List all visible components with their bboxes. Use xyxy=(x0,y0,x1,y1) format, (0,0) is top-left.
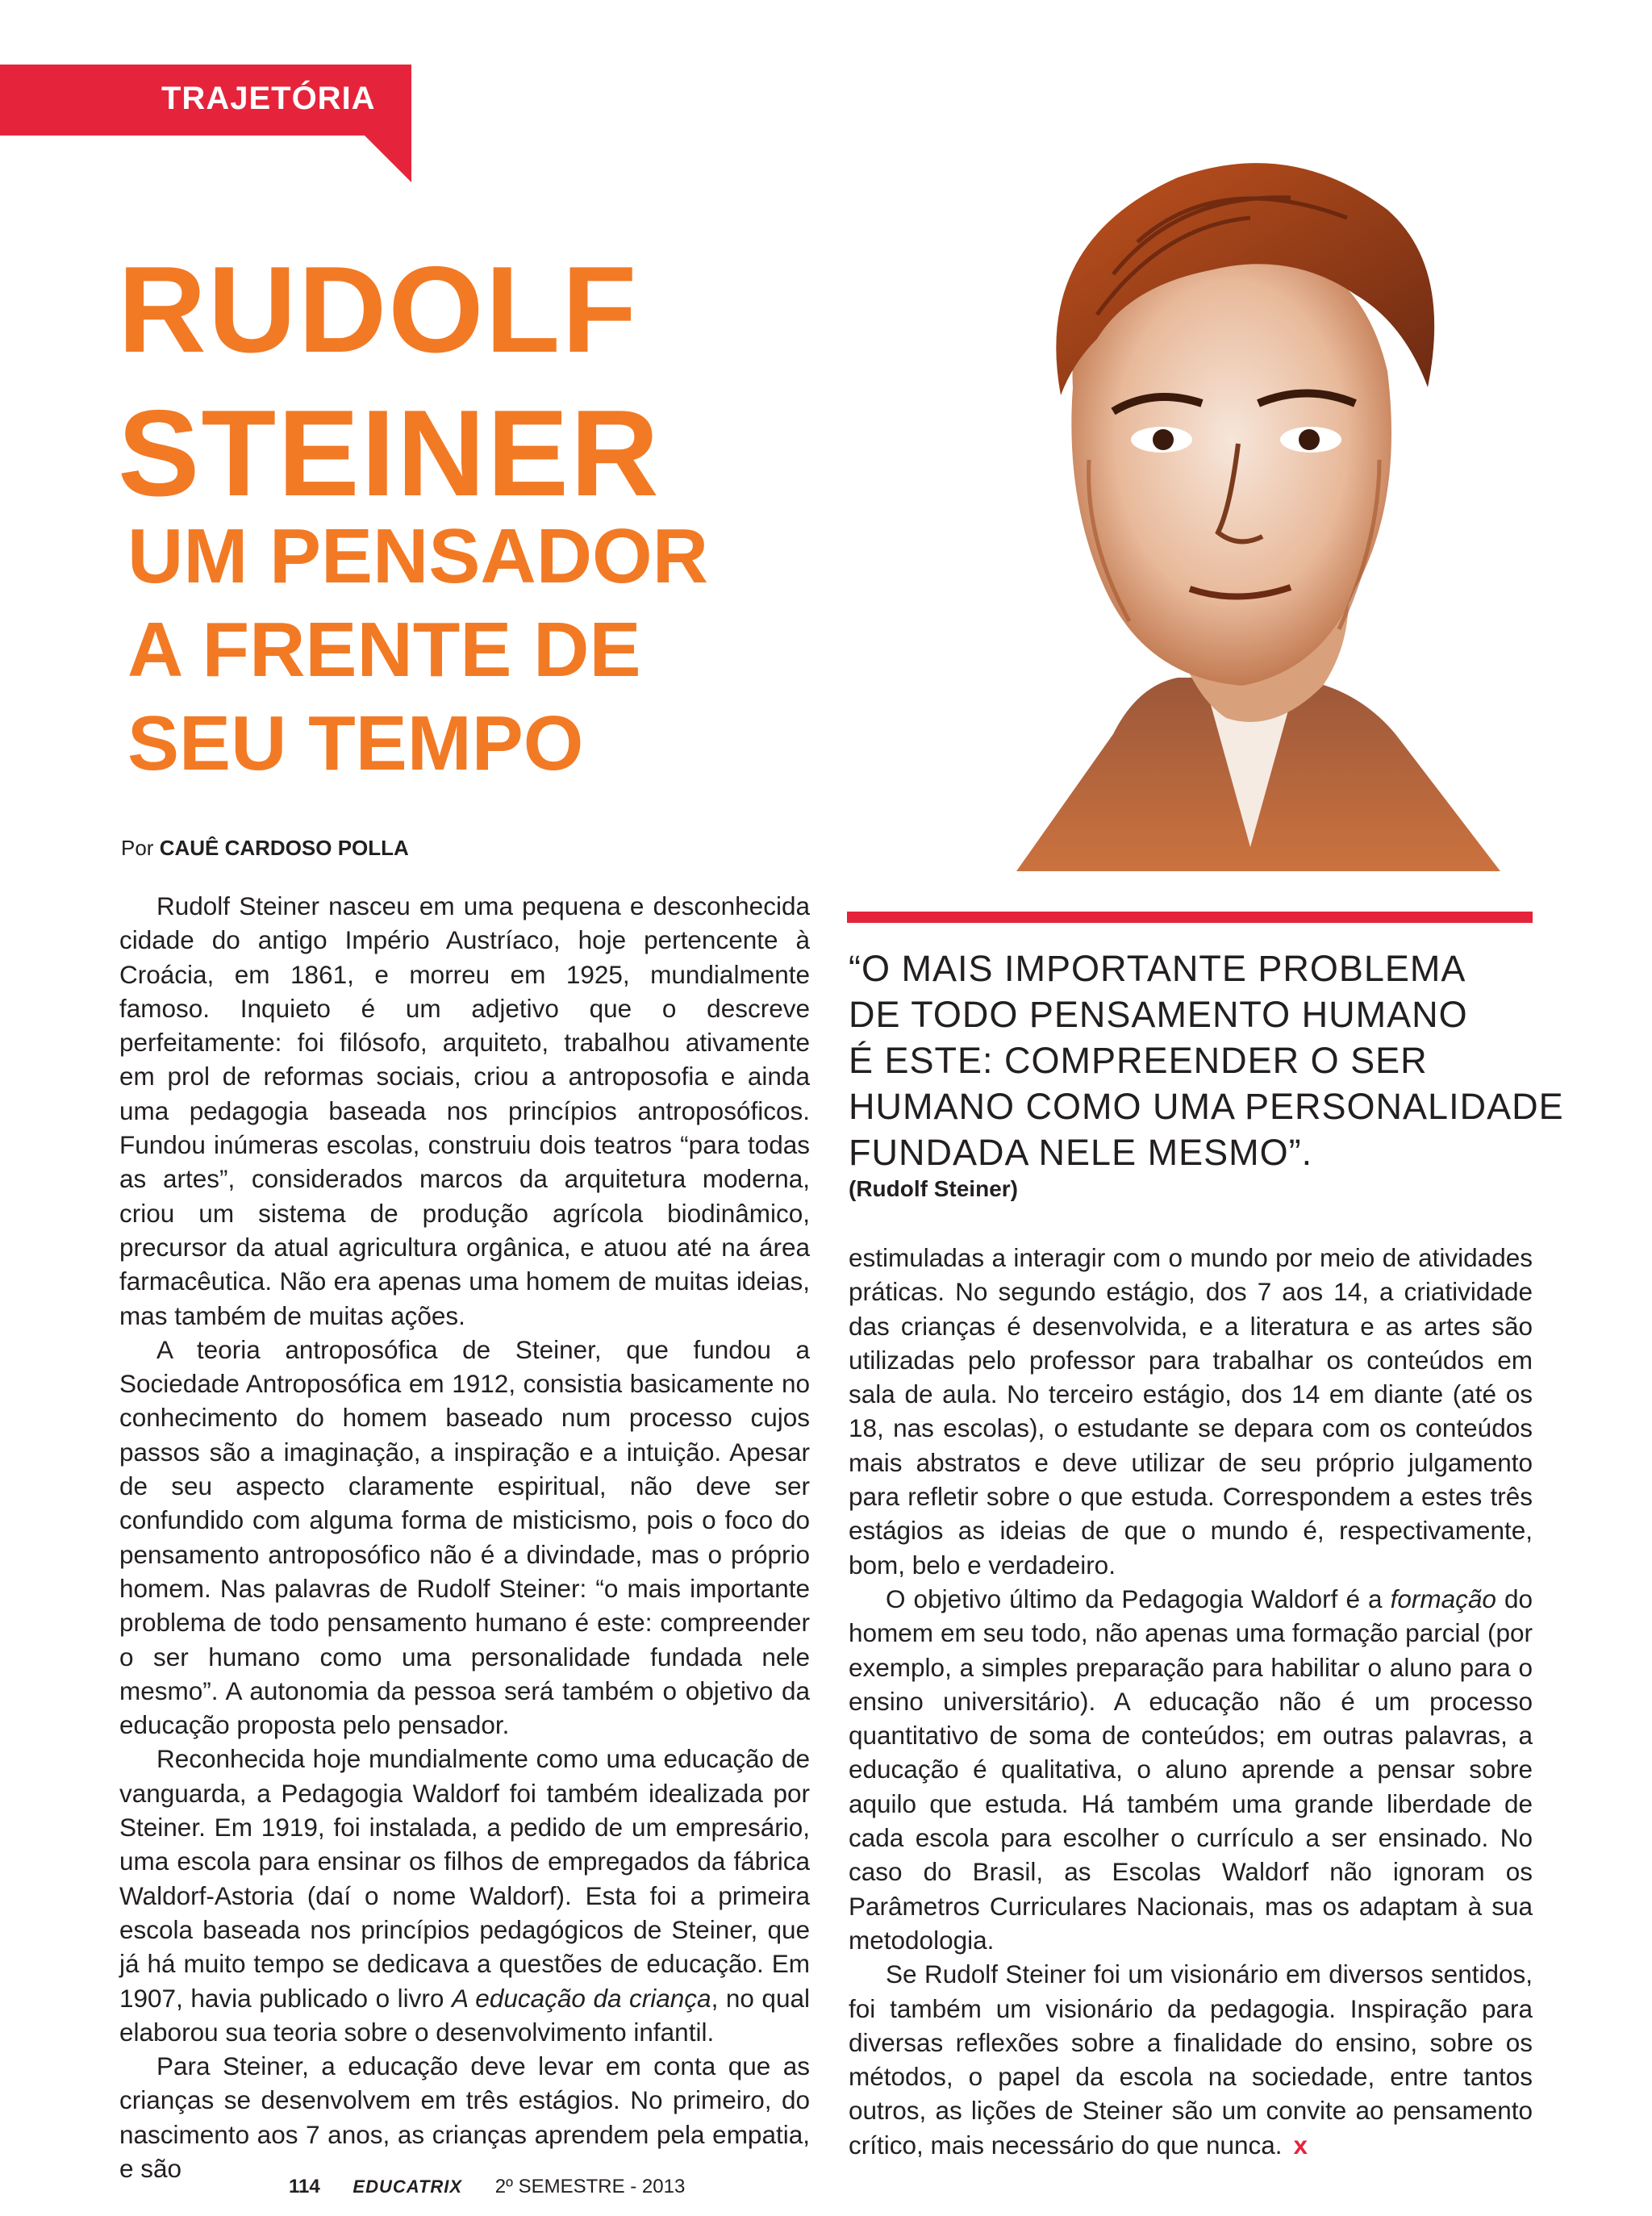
quote-line: DE TODO PENSAMENTO HUMANO xyxy=(849,994,1468,1035)
quote-author: (Rudolf Steiner) xyxy=(849,1176,1018,1201)
page-number: 114 xyxy=(289,2176,320,2197)
quote-line: É ESTE: COMPREENDER O SER xyxy=(849,1040,1428,1081)
section-tag-label: TRAJETÓRIA xyxy=(161,81,376,116)
end-mark: x xyxy=(1293,2130,1308,2160)
section-tag-notch xyxy=(363,134,411,182)
quote-line: FUNDADA NELE MESMO”. xyxy=(849,1132,1313,1173)
title-line-1: RUDOLF xyxy=(118,241,639,378)
emphasis: formação xyxy=(1390,1584,1496,1613)
byline-prefix: Por xyxy=(121,836,154,860)
article-subtitle xyxy=(127,510,708,791)
paragraph: Rudolf Steiner nasceu em uma pequena e desconhecida cidade do antigo Império Austríaco, hoje pertencente à Croácia, em 1861, e morreu em 1925, mundialmente famoso. Inquieto é um adjetivo que o descreve perfeitamente: foi filósofo, arquiteto, trabalhou ativamente em prol de reformas sociais, criou a antroposofia e ainda uma pedagogia baseada nos princípios antroposóficos. Fundou inúmeras escolas, construiu dois teatros “para todas as artes”, considerados marcos da arquitetura moderna, criou um sistema de produção agrícola biodinâmico, precursor da atual agricultura orgânica, e atuou até na área farmacêutica. Não era apenas uma homem de muitas ideias, mas também de muitas ações. xyxy=(119,891,810,1330)
paragraph: A teoria antroposófica de Steiner, que fundou a Sociedade Antroposófica em 1912, consistia basicamente no conhecimento do homem baseado num processo cujos passos são a imaginação, a inspiração e a intuição. Apesar de seu aspecto claramente espiritual, não deve ser confundido com alguma forma de misticismo, pois o foco do pensamento antroposófico não é a divindade, mas o próprio homem. Nas palavras de Rudolf Steiner: “o mais importante problema de todo pensamento humano é este: compreender o ser humano como uma personalidade fundada nele mesmo”. A autonomia da pessoa será também o objetivo da educação proposta pelo pensador. xyxy=(119,1334,810,1740)
right-column xyxy=(849,1241,1533,2162)
portrait-illustration xyxy=(871,121,1549,879)
magazine-logo: EDUCATRIX xyxy=(353,2176,463,2197)
subtitle-line-3: SEU TEMPO xyxy=(127,700,584,787)
article-title xyxy=(118,238,661,525)
title-line-2: STEINER xyxy=(118,385,661,522)
subtitle-line-1: UM PENSADOR xyxy=(127,513,709,599)
paragraph: estimuladas a interagir com o mundo por meio de atividades práticas. No segundo estágio, dos 7 aos 14, a criatividade das crianças é desenvolvida, e a literatura e as artes são utilizadas pelo professor para trabalhar os conteúdos em sala de aula. No terceiro estágio, dos 14 em diante (até os 18, nas escolas), o estudante se depara com os conteúdos mais abstratos e deve utilizar de seu próprio julgamento para refletir sobre o que estuda. Correspondem a estes três estágios as ideias de que o mundo é, respectivamente, bom, belo e verdadeiro. xyxy=(849,1243,1533,1580)
paragraph: Se Rudolf Steiner foi um visionário em diversos sentidos, foi também um visionário da pedagogia. Inspiração para diversas reflexões sobre a finalidade do ensino, sobre os métodos, o papel da escola na sociedade, entre tantos outros, as lições de Steiner são um convite ao pensamento crítico, mais necessário do que nunca. x xyxy=(849,1959,1533,2160)
quote-line: “O MAIS IMPORTANTE PROBLEMA xyxy=(849,948,1466,989)
paragraph: Reconhecida hoje mundialmente como uma educação de vanguarda, a Pedagogia Waldorf foi também idealizada por Steiner. Em 1919, foi instalada, a pedido de um empresário, uma escola para ensinar os filhos de empregados da fábrica Waldorf-Astoria (daí o nome Waldorf). Esta foi a primeira escola baseada nos princípios pedagógicos de Steiner, que já há muito tempo se dedicava a questões de educação. Em 1907, havia publicado o livro A educação da criança, no qual elaborou sua teoria sobre o desenvolvimento infantil. xyxy=(119,1744,810,2047)
issue-date: 2º SEMESTRE - 2013 xyxy=(494,2176,686,2197)
page-footer xyxy=(289,2176,685,2198)
book-title: A educação da criança xyxy=(451,1983,711,2013)
subtitle-line-2: A FRENTE DE xyxy=(127,607,641,693)
left-column xyxy=(119,889,810,2185)
paragraph: O objetivo último da Pedagogia Waldorf é a formação do homem em seu todo, não apenas uma formação parcial (por exemplo, a simples preparação para habilitar o aluno para o ensino universitário). A educação não é um processo quantitativo de soma de conteúdos; em outras palavras, a educação é qualitativa, o aluno aprende a pensar sobre aquilo que estuda. Há também uma grande liberdade de cada escola para escolher o currículo a ser ensinado. No caso do Brasil, as Escolas Waldorf não ignoram os Parâmetros Curriculares Nacionais, mas os adaptam à sua metodologia. xyxy=(849,1584,1533,1955)
quote-bar xyxy=(847,912,1533,923)
byline-author: CAUÊ CARDOSO POLLA xyxy=(159,836,409,860)
quote-line: HUMANO COMO UMA PERSONALIDADE xyxy=(849,1086,1564,1127)
byline xyxy=(121,836,409,861)
paragraph: Para Steiner, a educação deve levar em conta que as crianças se desenvolvem em três estágios. No primeiro, do nascimento aos 7 anos, as crianças aprendem pela empatia, e são xyxy=(119,2051,810,2183)
pull-quote xyxy=(849,945,1575,1175)
